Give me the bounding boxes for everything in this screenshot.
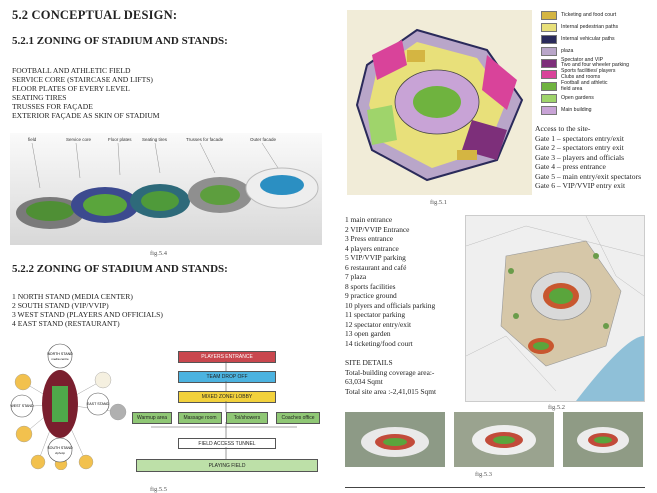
model-label: Seating tires <box>142 137 168 142</box>
list-item: 10 plyers and officials parking <box>345 300 436 310</box>
flow-box-warmup: Warmup area <box>132 412 172 424</box>
list-item: 3 WEST STAND (PLAYERS AND OFFICIALS) <box>12 310 163 319</box>
list-item: 6 restaurant and café <box>345 262 407 272</box>
legend-item <box>541 57 629 69</box>
list-item: 14 ticketing/food court <box>345 338 413 348</box>
site-zoning-legend <box>541 10 629 116</box>
list-item: 3 Press entrance <box>345 234 394 243</box>
south-stand-sublabel: vip/vvip <box>54 451 66 455</box>
flow-box-players-entrance: PLAYERS ENTRANCE <box>178 351 276 363</box>
coverage-value: 63,034 Sqmt <box>345 377 383 386</box>
legend-swatch <box>541 23 557 32</box>
footer-divider <box>345 487 645 488</box>
gate-item: Gate 1 – spectators entry/exit <box>535 133 624 143</box>
section-title: 5.2 CONCEPTUAL DESIGN: <box>12 8 178 22</box>
model-label: Service core <box>66 137 92 142</box>
legend-swatch <box>541 11 557 20</box>
model-label: Floor plates <box>108 137 132 142</box>
east-stand-label: EAST STAND <box>86 402 110 406</box>
legend-label: Spectator and VIP Two and four wheeler parking <box>561 56 630 69</box>
flow-box-coaches: Coaches office <box>276 412 320 424</box>
list-item: 7 plaza <box>345 272 367 281</box>
legend-swatch <box>541 59 557 68</box>
legend-swatch <box>541 70 557 79</box>
legend-swatch <box>541 47 557 56</box>
zoning-list-2 <box>12 292 163 328</box>
figure-caption: fig.5.5 <box>150 486 167 493</box>
model-label: field <box>28 137 37 142</box>
flow-box-team-drop: TEAM DROP OFF <box>178 371 276 383</box>
legend-item <box>541 45 629 57</box>
legend-swatch <box>541 35 557 44</box>
coverage-label: Total-building coverage area:- <box>345 367 435 377</box>
flow-box-field: PLAYING FIELD <box>136 459 318 472</box>
legend-label: Open gardens <box>561 94 594 101</box>
legend-label: Internal vehicular paths <box>561 35 615 42</box>
figure-caption: fig.5.2 <box>548 404 565 411</box>
list-item: 1 NORTH STAND (MEDIA CENTER) <box>12 292 133 301</box>
flow-box-mixed-zone: MIXED ZONE/ LOBBY <box>178 391 276 403</box>
site-access-list <box>535 124 641 191</box>
stadium-render-2 <box>454 412 554 467</box>
list-item: 1 main entrance <box>345 215 393 224</box>
list-item: 5 VIP/VVIP parking <box>345 253 406 262</box>
list-item: 12 spectator entry/exit <box>345 319 412 329</box>
stadium-render-1 <box>345 412 445 467</box>
stadium-layers-model-image <box>10 133 322 245</box>
legend-item <box>541 69 629 81</box>
legend-item <box>541 104 629 116</box>
list-item: 8 sports facilities <box>345 281 396 291</box>
list-item: 9 practice ground <box>345 291 397 300</box>
list-item: EXTERIOR FAÇADE AS SKIN OF STADIUM <box>12 111 160 120</box>
gate-item: Gate 6 – VIP/VVIP entry exit <box>535 181 626 190</box>
gate-item: Gate 5 – main entry/exit spectators <box>535 171 642 181</box>
subsection-title-1: 5.2.1 ZONING OF STADIUM AND STANDS: <box>12 35 228 47</box>
list-item: 4 EAST STAND (RESTAURANT) <box>12 319 120 328</box>
list-item: 4 players entrance <box>345 243 399 253</box>
legend-label: Main building <box>561 106 592 113</box>
flow-box-massage: Massage room <box>178 412 222 424</box>
legend-label: plaza <box>561 47 574 54</box>
model-label: Trusses for facade <box>186 137 224 142</box>
access-title: Access to the site- <box>535 124 591 133</box>
list-item: FLOOR PLATES OF EVERY LEVEL <box>12 84 130 93</box>
site-area: Total site area :-2,41,015 Sqmt <box>345 386 437 396</box>
list-item: TRUSSES FOR FAÇADE <box>12 102 93 111</box>
list-item: 2 VIP/VVIP Entrance <box>345 224 410 234</box>
legend-item <box>541 22 629 34</box>
legend-swatch <box>541 94 557 103</box>
legend-label: Internal pedestrian paths <box>561 23 619 30</box>
model-label: Outer facade <box>250 137 277 142</box>
site-masterplan-render <box>465 215 645 402</box>
legend-swatch <box>541 106 557 115</box>
site-details-title: SITE DETAILS <box>345 358 393 367</box>
west-stand-label: WEST STAND <box>10 404 34 408</box>
subsection-title-2: 5.2.2 ZONING OF STADIUM AND STANDS: <box>12 263 228 275</box>
gate-item: Gate 3 – players and officials <box>535 152 625 162</box>
legend-item <box>541 93 629 105</box>
flow-box-toilets: Toi/showers <box>226 412 268 424</box>
stadium-render-3 <box>563 412 643 467</box>
list-item: 13 open garden <box>345 329 391 338</box>
zoning-bubble-diagram <box>8 342 133 470</box>
list-item: FOOTBALL AND ATHLETIC FIELD <box>12 66 131 75</box>
north-stand-sublabel: media centre <box>51 357 69 361</box>
list-item: 11 spectator parking <box>345 310 406 319</box>
legend-item <box>541 10 629 22</box>
legend-swatch <box>541 82 557 91</box>
player-flow-diagram <box>130 345 320 475</box>
zoning-list-1 <box>12 66 160 120</box>
list-item: SERVICE CORE (STAIRCASE AND LIFTS) <box>12 75 153 84</box>
list-item: SEATING TIRES <box>12 93 67 102</box>
site-zoning-plan-image <box>347 10 532 195</box>
legend-label: Football and athletic field area <box>561 80 608 92</box>
legend-item <box>541 34 629 46</box>
legend-item <box>541 81 629 93</box>
gate-item: Gate 4 – press entrance <box>535 162 606 171</box>
legend-label: Ticketing and food court <box>561 12 617 19</box>
figure-caption: fig.5.4 <box>150 250 167 257</box>
legend-label: Sports facilities/ players Clubs and rooms <box>561 68 616 80</box>
list-item: 2 SOUTH STAND (VIP/VVIP) <box>12 301 109 310</box>
site-features-list <box>345 215 436 396</box>
gate-item: Gate 2 – spectators entry exit <box>535 143 624 152</box>
figure-caption: fig.5.3 <box>475 471 492 478</box>
north-stand-label: NORTH STAND <box>47 352 73 356</box>
south-stand-label: SOUTH STAND <box>47 446 73 450</box>
figure-caption: fig.5.1 <box>430 199 447 206</box>
flow-box-tunnel: FIELD ACCESS TUNNEL <box>178 438 276 449</box>
